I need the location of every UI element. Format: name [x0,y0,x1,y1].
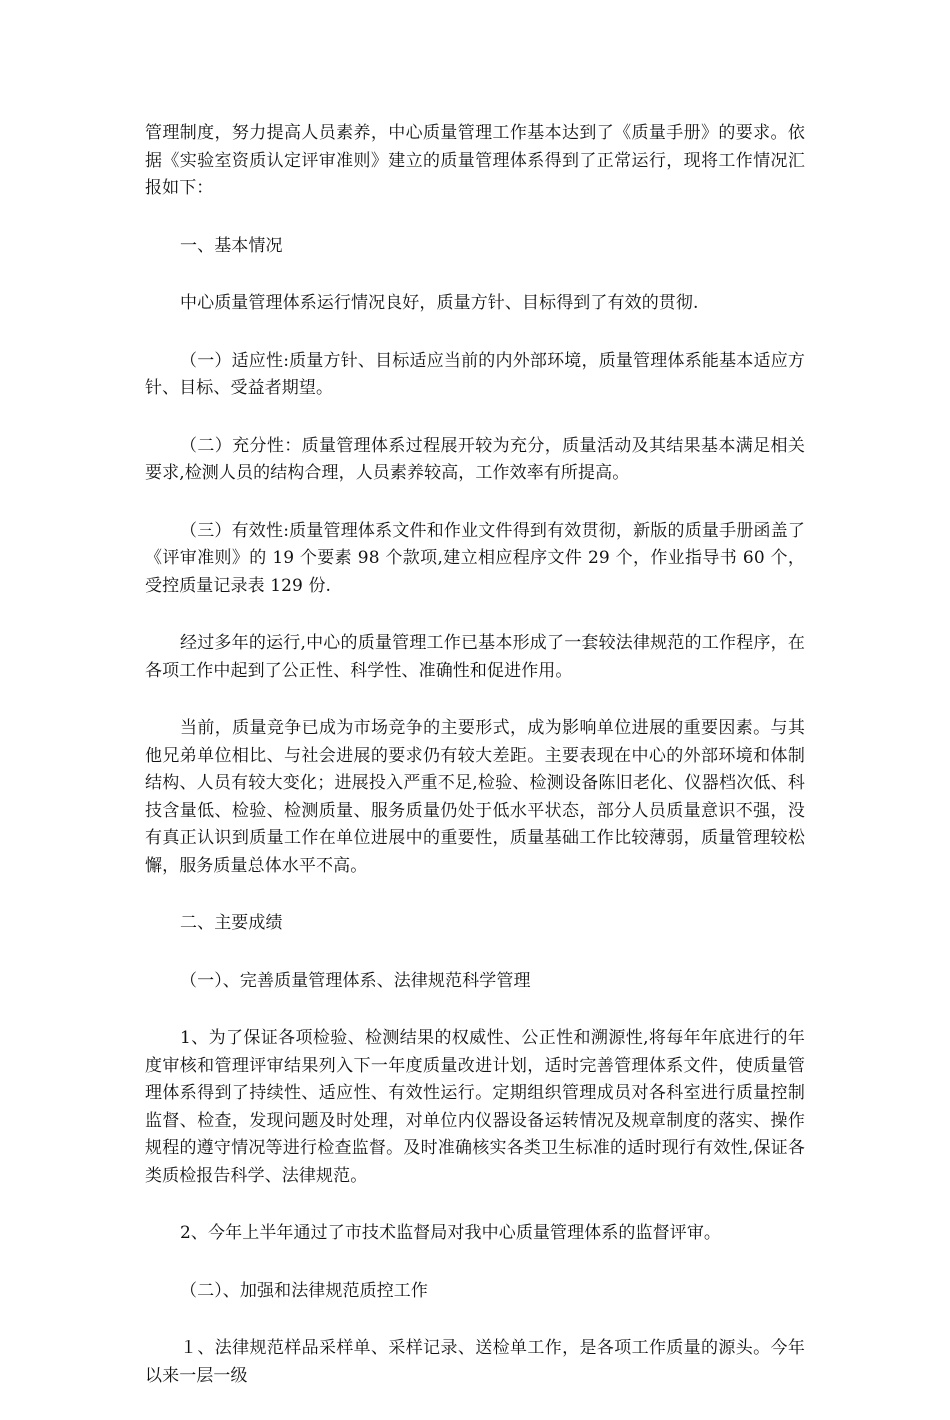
paragraph-item-1-audit-review: 1、为了保证各项检验、检测结果的权威性、公正性和溯源性,将每年年底进行的年度审核和管理评审结果列入下一年度质量改进计划，适时完善管理体系文件，使质量管理体系得到了持续性、适应性、有效性运行。定期组织管理成员对各科室进行质量控制监督、检查，发现问题及时处理，对单位内仪器设备运转情况及规章制度的落实、操作规程的遵守情况等进行检查监督。及时准确核实各类卫生标准的适时现行有效性,保证各类质检报告科学、法律规范。 [145,1028,805,1186]
paragraph-years-of-operation: 经过多年的运行,中心的质量管理工作已基本形成了一套较法律规范的工作程序，在各项工作中起到了公正性、科学性、准确性和促进作用。 [145,633,805,681]
paragraph-overall-operation: 中心质量管理体系运行情况良好，质量方针、目标得到了有效的贯彻. [180,293,699,313]
paragraph-adequacy: （二）充分性：质量管理体系过程展开较为充分，质量活动及其结果基本满足相关要求,检测人员的结构合理，人员素养较高，工作效率有所提高。 [145,435,805,483]
subheading-improve-management-system: （一）、完善质量管理体系、法律规范科学管理 [180,970,531,991]
document-body [145,120,805,1420]
paragraph-effectiveness: （三）有效性:质量管理体系文件和作业文件得到有效贯彻，新版的质量手册函盖了《评审准则》的 19 个要素 98 个款项,建立相应程序文件 29 个，作业指导书 60 个，受控质量记录表 129 份. [145,520,805,596]
paragraph-item-2-supervision-review: 2、今年上半年通过了市技术监督局对我中心质量管理体系的监督评审。 [180,1223,722,1243]
paragraph-item-1-sampling: １、法律规范样品采样单、采样记录、送检单工作，是各项工作质量的源头。今年以来一层一级 [145,1338,805,1386]
paragraph-adaptability: （一）适应性:质量方针、目标适应当前的内外部环境，质量管理体系能基本适应方针、目标、受益者期望。 [145,350,805,398]
paragraph-intro-continuation: 管理制度，努力提高人员素养，中心质量管理工作基本达到了《质量手册》的要求。依据《实验室资质认定评审准则》建立的质量管理体系得到了正常运行，现将工作情况汇报如下： [145,123,805,198]
section-heading-basic-situation: 一、基本情况 [180,235,283,256]
subheading-quality-control-work: （二）、加强和法律规范质控工作 [180,1280,428,1301]
section-heading-main-achievements: 二、主要成绩 [180,913,283,933]
paragraph-current-problems: 当前，质量竞争已成为市场竞争的主要形式，成为影响单位进展的重要因素。与其他兄弟单位相比、与社会进展的要求仍有较大差距。主要表现在中心的外部环境和体制结构、人员有较大变化；进展投入严重不足,检验、检测设备陈旧老化、仪器档次低、科技含量低、检验、检测质量、服务质量仍处于低水平状态，部分人员质量意识不强，没有真正认识到质量工作在单位进展中的重要性，质量基础工作比较薄弱，质量管理较松懈，服务质量总体水平不高。 [145,718,805,876]
